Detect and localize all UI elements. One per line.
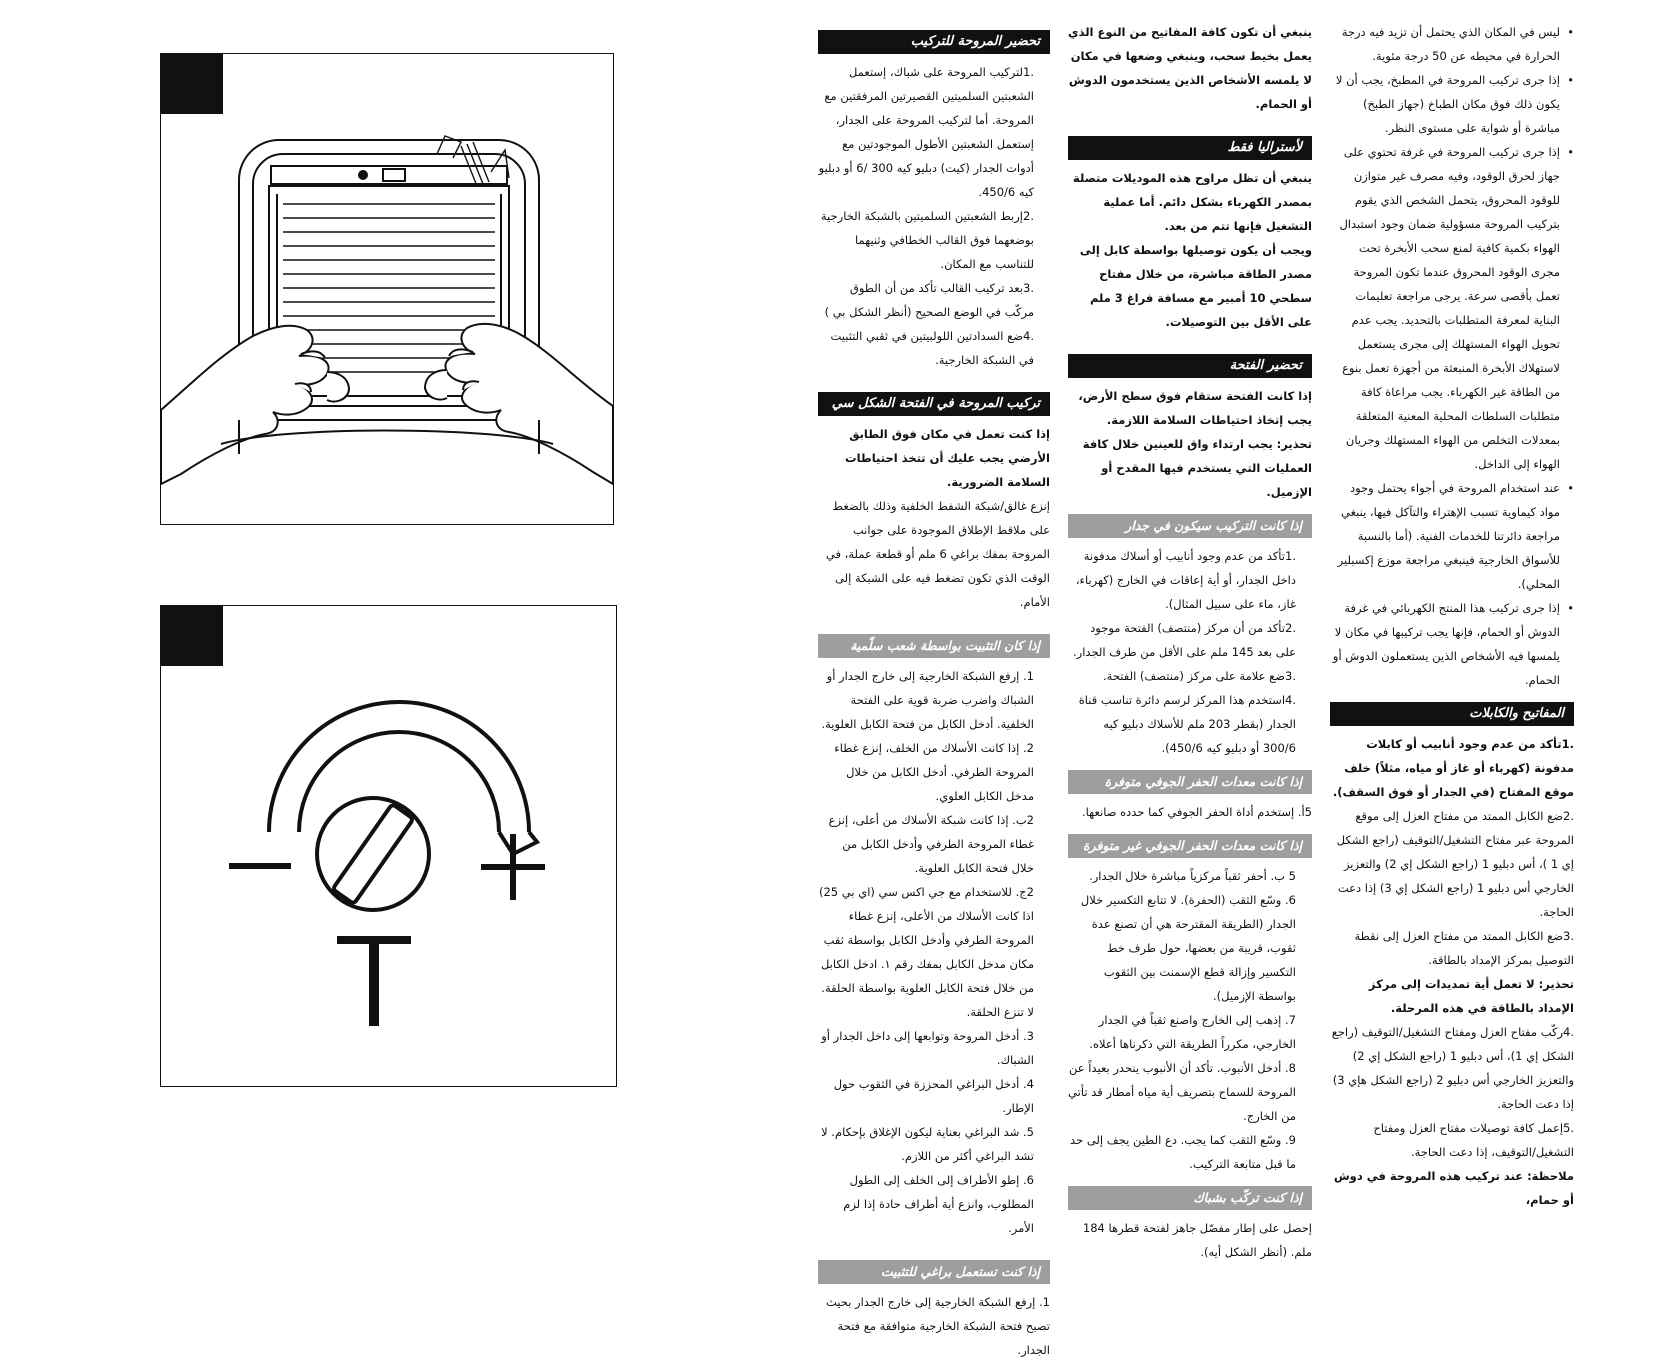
heading-fit-fan-fig-c: تركيب المروحة في الفتحة الشكل سي — [818, 392, 1050, 416]
terminal-polarity-diagram-icon — [161, 606, 616, 1086]
switches-step-4: .4ركّب مفتاح العزل ومفتاح التشغيل/التوقيف (راجع الشكل إي 1)، أس دبليو 1 (راجع الشكل إي 2) والتعزيز الخارجي أس دبليو 2 (راجع الشكل هإي 3) إذا دعت الحاجة. — [1331, 1025, 1574, 1111]
heading-core-drill-unavailable: إذا كانت معدات الحفر الجوفي غير متوفرة — [1068, 834, 1312, 858]
bullet-item: • إذا جرى تركيب المروحة في غرفة تحتوي على جهاز لحرق الوقود، وفيه مصرف غير متوازن للوقود المحروق، يتحمل الشخص الذي يقوم بتركيب المروحة مسؤولية ضمان وجود استبدال الهواء بكمية كافية لمنع سحب الأبخرة تحت مجرى الوقود المحروق عندما تكون المروحة تعمل بأقصى سرعة. يرجى مراجعة تعليمات البناية لمعرفة المتطلبات بالتحديد. يجب عدم تحويل الهواء المستهلك إلى مجرى يستعمل لاستهلاك الأبخرة المنبعثة من أجهزة تعمل بنوع من الطاقة غير الكهرباء. يجب مراعاة كافة متطلبات السلطات المحلية المعنية المتعلقة بمعدلات التخلص من الهواء المستهلك وجريان الهواء إلى الداخل. — [1330, 140, 1574, 476]
bullet-item: • إذا جرى تركيب هذا المنتج الكهربائي في غرفة الدوش أو الحمام، فإنها يجب تركيبها في مكان لا يلمسها فيه الأشخاص الذين يستعملون الدوش أو الحمام. — [1330, 596, 1574, 692]
wall-step: .4استخدم هذا المركز لرسم دائرة تناسب قناة الجدار (بقطر 203 ملم للأسلاك دبليو كيه 300/6 أو دبليو كيه 450/6). — [1078, 693, 1296, 755]
switches-step-2: .2ضع الكابل الممتد من مفتاح العزل إلى موقع المروحة عبر مفتاح التشغيل/التوقيف (راجع الشكل إي 1 )، أس دبليو 1 (راجع الشكل إي 2) والتعزيز الخارجي أس دبليو 1 (راجع الشكل إي 3) إذا دعت الحاجة. — [1336, 809, 1574, 919]
core-unavail-step: 7. إذهب إلى الخارج واصنع ثقباً في الجدار الخارجي، مكرراً الطريقة التي ذكرناها أعلاه. — [1089, 1013, 1296, 1051]
heading-prepare-fan: تحضير المروحة للتركيب — [818, 30, 1050, 54]
ladder-step: 1. إرفع الشبكة الخارجية إلى خارج الجدار أو الشباك واضرب ضربة قوية على الفتحة الخلفية. أدخل الكابل من فتحة الكابل العلوية. — [821, 669, 1034, 731]
minus-sign — [229, 863, 291, 869]
heading-ladder-fixing: إذا كان التثبيت بواسطة شعب سلّمية — [818, 634, 1050, 658]
window-para-1: إحصل على إطار مفصّل جاهز لفتحة قطرها 184 ملم. (أنظر الشكل أيه). — [1082, 1221, 1312, 1259]
figure-terminal-diagram — [160, 605, 617, 1087]
ladder-step: 6. إطو الأطراف إلى الخلف إلى الطول المطلوب، وانزع أية أطراف حادة إذا لزم الأمر. — [843, 1173, 1034, 1235]
ladder-step: 5. شد البراغي بعناية ليكون الإغلاق بإحكام. لا تشد البراغي أكثر من اللازم. — [821, 1125, 1034, 1163]
heading-screw-fixing: إذا كنت تستعمل براغي للتثبيت — [818, 1260, 1050, 1284]
text-column-1 — [1330, 20, 1574, 1207]
prep-step-3: .3بعد تركيب القالب تأكد من أن الطوق مركّب في الوضع الصحيح (أنظر الشكل بي ) — [824, 281, 1034, 319]
prep-step-4: .4ضع السدادتين اللولبيتين في ثقبي التثبيت في الشبكة الخارجية. — [830, 329, 1034, 367]
heading-australia-only: لأستراليا فقط — [1068, 136, 1312, 160]
opening-warning: تحذير: يجب ارتداء واق للعينين خلال كافة العمليات التي يستخدم فيها المقدح أو الإزميل. — [1082, 437, 1312, 499]
prep-step-2: .2إربط الشعبتين السلميتين بالشبكة الخارجية بوضعهما فوق القالب الخطافي وثنيهما للتناسب مع المكان. — [820, 209, 1034, 271]
core-unavail-step: 9. وسّع الثقب كما يجب. دع الطين يجف إلى حد ما قبل متابعة التركيب. — [1070, 1133, 1296, 1171]
ladder-step: 2ب. إذا كانت شبكة الأسلاك من أعلى، إنزع غطاء المروحة الطرفي وأدخل الكابل من خلال فتحة الكابل العلوية. — [828, 813, 1034, 875]
bullet-item: • عند استخدام المروحة في أجواء يحتمل وجود مواد كيماوية تسبب الإهتراء والتآكل فيها، ينبغي مراجعة دائرتنا للخدمات الفنية. (أما بالنسبة للأسواق الخارجية فينبغي مراجعة موزع إكسبلير المحلي). — [1330, 476, 1574, 596]
text-column-3 — [818, 30, 1050, 1357]
heading-core-drill-available: إذا كانت معدات الحفر الجوفي متوفرة — [1068, 770, 1312, 794]
heading-switches-cables: المفاتيح والكابلات — [1330, 702, 1574, 726]
bullet-item: • ليس في المكان الذي يحتمل أن تزيد فيه درجة الحرارة في محيطه عن 50 درجة مئوية. — [1330, 20, 1574, 68]
wall-step: .2تأكد من أن مركز (منتصف) الفتحة موجود على بعد 145 ملم على الأقل من طرف الجدار. — [1073, 621, 1296, 659]
ladder-step: 2ج. للاستخدام مع جي اكس سي (اي بي 25) اذا كانت الأسلاك من الأعلى، إنزع غطاء المروحة الطرفي وأدخل الكابل بواسطة ثقب مكان مدخل الكابل بمفك رقم ١. ادخل الكابل من خلال فتحة الكابل العلوية بواسطة الحلقة. لا تنزع الحلقة. — [818, 885, 1034, 1019]
screws-step-1: 1. إرفع الشبكة الخارجية إلى خارج الجدار بحيث تصبح فتحة الشبكة الخارجية متوافقة مع فتحة الجدار. — [826, 1295, 1050, 1357]
fig-c-instructions: إنزع غالق/شبكة الشفط الخلفية وذلك بالضغط على ملاقط الإطلاق الموجودة على جوانب المروحة بمفك براغي 6 ملم أو قطعة عملة، في الوقت الذي تكون تضغط فيه على الشبكة إلى الأمام. — [825, 499, 1050, 609]
heading-prepare-opening: تحضير الفتحة — [1068, 354, 1312, 378]
prep-step-1: .1لتركيب المروحة على شباك، إستعمل الشعبتين السلميتين القصيرتين المرفقتين مع المروحة. أما لتركيب المروحة على الجدار، إستعمل الشعبتين الأطول الموجودتين مع أدوات الجدار (كيت) دبليو كيه 300 /6 أو دبليو كيه 450/6. — [818, 65, 1034, 199]
wall-step: .3ضع علامة على مركز (منتصف) الفتحة. — [1103, 669, 1296, 683]
bullet-item: • إذا جرى تركيب المروحة في المطبخ، يجب أن لا يكون ذلك فوق مكان الطباخ (جهاز الطبخ) مباشرة أو شواية على مستوى النظر. — [1330, 68, 1574, 140]
core-unavail-step: 8. أدخل الأنبوب. تأكد أن الأنبوب ينحدر بعيداً عن المروحة للسماح بتصريف أية مياه أمطار قد تأتي من الخارج. — [1068, 1061, 1296, 1123]
text-column-2 — [1068, 20, 1312, 1259]
heading-wall-install: إذا كانت التركيب سيكون في جدار — [1068, 514, 1312, 538]
hands-installing-fan-grille-icon — [161, 54, 613, 524]
switches-intro: ينبغي أن تكون كافة المفاتيح من النوع الذي يعمل بخيط سحب، وينبغي وضعها في مكان لا يلمسه الأشخاص الذين يستخدمون الدوش أو الحمام. — [1068, 25, 1312, 111]
fig-c-warning: إذا كنت تعمل في مكان فوق الطابق الأرضي يجب عليك أن تتخذ احتياطات السلامة الضرورية. — [845, 427, 1050, 489]
core-avail-step: 5أ. إستخدم أداة الحفر الجوفي كما حدده صانعها. — [1081, 805, 1312, 819]
figure-fan-grille-install — [160, 53, 614, 525]
ladder-step: 2. إذا كانت الأسلاك من الخلف، إنزع غطاء المروحة الطرفي. أدخل الكابل من خلال مدخل الكابل العلوي. — [834, 741, 1034, 803]
heading-window-install: إذا كنت تركّب بشباك — [1068, 1186, 1312, 1210]
core-unavail-step: 6. وسّع الثقب (الحفرة). لا تتابع التكسير خلال الجدار (الطريقة المقترحة هي أن تصنع عدة ثقوب، قريبة من بعضها، حول طرف خط التكسير وإزالة قطع الإسمنت بين الثقوب بواسطة الإزميل). — [1080, 893, 1296, 1003]
australia-para-2: ويجب أن يكون توصيلها بواسطة كابل إلى مصدر الطاقة مباشرة، من خلال مفتاح سطحي 10 أمبير مع مسافة فراغ 3 ملم على الأقل بين التوصيلات. — [1079, 243, 1312, 329]
australia-para-1: ينبغي أن تظل مراوح هذه الموديلات متصلة بمصدر الكهرباء بشكل دائم. أما عملية التشغيل فإنها تتم من بعد. — [1073, 171, 1312, 233]
switches-note: ملاحظة: عند تركيب هذه المروحة في دوش أو حمام، — [1333, 1169, 1574, 1207]
switches-warning: تحذير: لا تعمل أية تمديدات إلى مركز الإمداد بالطاقة في هذه المرحلة. — [1368, 977, 1574, 1015]
opening-para-1: إذا كانت الفتحة ستقام فوق سطح الأرض، يجب إتخاذ احتياطات السلامة اللازمة. — [1078, 389, 1312, 427]
switches-step-5: .5إعمل كافة توصيلات مفتاح العزل ومفتاح التشغيل/التوقيف، إذا دعت الحاجة. — [1373, 1121, 1574, 1159]
switches-step-3: .3ضع الكابل الممتد من مفتاح العزل إلى نقطة التوصيل بمركز الإمداد بالطاقة. — [1354, 929, 1574, 967]
ladder-step: 4. أدخل البراغي المحززة في الثقوب حول الإطار. — [833, 1077, 1034, 1115]
wall-step: .1تأكد من عدم وجود أنابيب أو أسلاك مدفونة داخل الجدار، أو أية إعاقات في الخارج (كهرباء، غاز، ماء على سبيل المثال). — [1075, 549, 1296, 611]
core-unavail-step: 5 ب. أحفر ثقباً مركزياً مباشرة خلال الجدار. — [1089, 869, 1296, 883]
ladder-step: 3. أدخل المروحة وتوابعها إلى داخل الجدار أو الشباك. — [821, 1029, 1034, 1067]
switches-step-1: .1تأكد من عدم وجود أنابيب أو كابلات مدفونة (كهرباء أو غاز أو مياه، مثلاً) خلف موقع المفتاح (في الجدار أو فوق السقف). — [1332, 737, 1574, 799]
